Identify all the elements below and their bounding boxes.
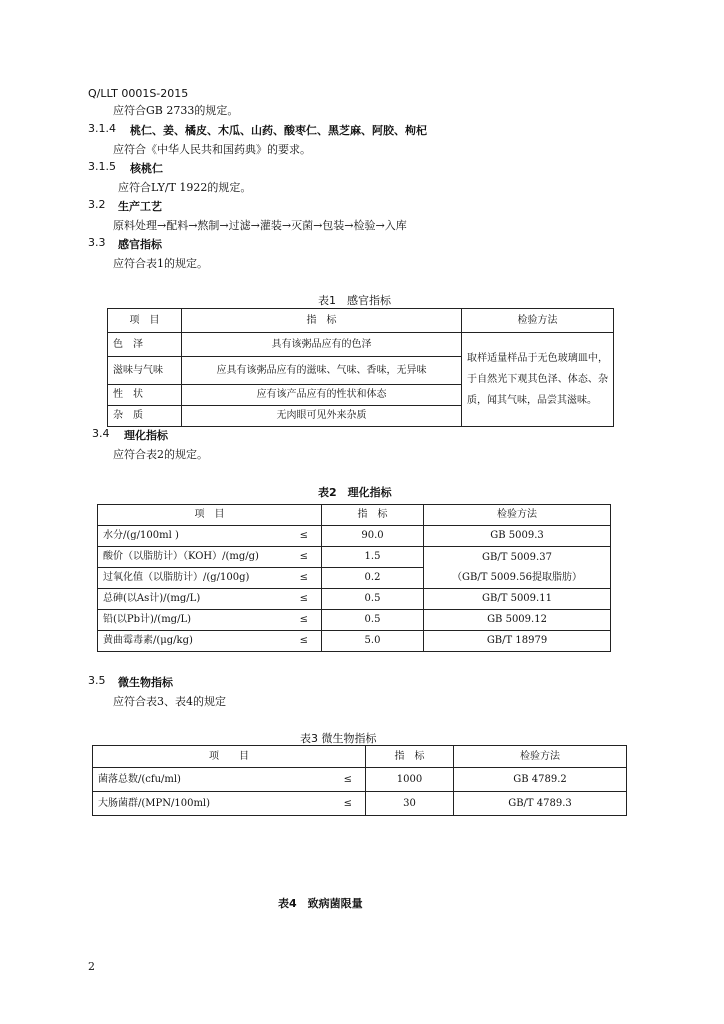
table3-row1-method: GB 4789.2 [454, 768, 627, 792]
section-3-3-title: 感官指标 [118, 238, 162, 251]
section-3-3-number: 3.3 [88, 236, 106, 249]
section-3-1-5-text: 应符合LY/T 1922的规定。 [118, 181, 252, 194]
section-3-2-title: 生产工艺 [118, 200, 162, 213]
section-3-1-5-number: 3.1.5 [88, 160, 116, 173]
section-3-5-title: 微生物指标 [118, 676, 173, 689]
table3-caption: 表3 微生物指标 [300, 732, 377, 745]
table2-row3-value: 0.2 [322, 568, 424, 589]
table2-header-row [98, 505, 611, 526]
table1-row4-item: 杂 质 [108, 406, 182, 427]
table2-row1-value: 90.0 [322, 526, 424, 547]
item-label: 总砷(以As计)/(mg/L) [103, 593, 201, 604]
le-sign: ≤ [343, 797, 352, 809]
table2-row2-value: 1.5 [322, 547, 424, 568]
table-row [98, 589, 611, 610]
table1-row1-item: 色 泽 [108, 333, 182, 357]
table3-row1-value: 1000 [366, 768, 454, 792]
table-row [108, 333, 614, 357]
table2-row5-method: GB 5009.12 [424, 610, 611, 631]
table2-row6-method: GB/T 18979 [424, 631, 611, 652]
table1-row2-item: 滋味与气味 [108, 357, 182, 385]
table3-row2-value: 30 [366, 792, 454, 816]
paragraph-gb2733: 应符合GB 2733的规定。 [113, 104, 239, 117]
section-3-3-text: 应符合表1的规定。 [113, 257, 208, 270]
section-3-2-number: 3.2 [88, 198, 106, 211]
section-3-2-text: 原料处理→配料→熬制→过滤→灌装→灭菌→包装→检验→入库 [113, 219, 407, 232]
table3-row1-item [93, 768, 366, 792]
table2-row5-item [98, 610, 322, 631]
table2-row5-value: 0.5 [322, 610, 424, 631]
table2-row6-value: 5.0 [322, 631, 424, 652]
section-3-1-4-number: 3.1.4 [88, 122, 116, 135]
table1-row2-value: 应具有该粥品应有的滋味、气味、香味，无异味 [182, 357, 462, 385]
table1-header-method: 检验方法 [462, 309, 614, 333]
table2-row6-item [98, 631, 322, 652]
table2-row1-item [98, 526, 322, 547]
table2-header-method: 检验方法 [424, 505, 611, 526]
table2-row1-method: GB 5009.3 [424, 526, 611, 547]
table2-physicochemical [97, 504, 611, 652]
table1-row3-value: 应有该产品应有的性状和体态 [182, 385, 462, 406]
table1-row3-item: 性 状 [108, 385, 182, 406]
table1-header-value: 指 标 [182, 309, 462, 333]
section-3-1-5-title: 核桃仁 [130, 162, 163, 175]
table1-row4-value: 无肉眼可见外来杂质 [182, 406, 462, 427]
table-row [98, 610, 611, 631]
table2-header-value: 指 标 [322, 505, 424, 526]
le-sign: ≤ [299, 551, 308, 562]
le-sign: ≤ [343, 773, 352, 785]
le-sign: ≤ [299, 635, 308, 646]
section-3-5-text: 应符合表3、表4的规定 [113, 695, 226, 708]
item-label: 铅(以Pb计)/(mg/L) [103, 614, 191, 625]
le-sign: ≤ [299, 530, 308, 541]
table3-microbiological [92, 745, 627, 816]
table1-caption: 表1 感官指标 [318, 294, 391, 307]
table2-row4-item [98, 589, 322, 610]
section-3-4-text: 应符合表2的规定。 [113, 448, 208, 461]
table-row [93, 768, 627, 792]
table3-header-method: 检验方法 [454, 746, 627, 768]
table2-row4-value: 0.5 [322, 589, 424, 610]
table3-header-value: 指 标 [366, 746, 454, 768]
item-label: 黄曲霉毒素/(μg/kg) [103, 635, 193, 646]
item-label: 酸价（以脂肪计）（KOH）/(mg/g) [103, 551, 259, 562]
method-line-1: GB/T 5009.37 [482, 551, 552, 563]
section-3-4-title: 理化指标 [124, 429, 168, 442]
le-sign: ≤ [299, 572, 308, 583]
table1-method-cell: 取样适量样品于无色玻璃皿中，于自然光下观其色泽、体态、杂质，闻其气味，品尝其滋味。 [462, 333, 614, 427]
section-3-4-number: 3.4 [92, 427, 110, 440]
section-3-1-4-text: 应符合《中华人民共和国药典》的要求。 [113, 143, 311, 156]
le-sign: ≤ [299, 593, 308, 604]
table3-row2-method: GB/T 4789.3 [454, 792, 627, 816]
table3-header-item: 项 目 [93, 746, 366, 768]
section-3-1-4-title: 桃仁、姜、橘皮、木瓜、山药、酸枣仁、黑芝麻、阿胶、枸杞 [130, 124, 427, 137]
method-line-2: （GB/T 5009.56提取脂肪） [452, 571, 582, 583]
page-number: 2 [88, 960, 95, 973]
table1-sensory [107, 308, 614, 427]
le-sign: ≤ [299, 614, 308, 625]
table2-caption: 表2 理化指标 [318, 486, 392, 499]
table-row [98, 547, 611, 568]
item-label: 过氧化值（以脂肪计）/(g/100g) [103, 572, 250, 583]
table3-row2-item [93, 792, 366, 816]
document-code: Q/LLT 0001S-2015 [88, 87, 189, 100]
table-row [98, 631, 611, 652]
table-row [93, 792, 627, 816]
table2-row2-item [98, 547, 322, 568]
table3-header-row [93, 746, 627, 768]
table1-header-row [108, 309, 614, 333]
item-label: 菌落总数/(cfu/ml) [98, 773, 181, 785]
table2-row2-method [424, 547, 611, 589]
table1-header-item: 项 目 [108, 309, 182, 333]
table-row [98, 526, 611, 547]
item-label: 水分/(g/100ml ) [103, 530, 179, 541]
table2-row4-method: GB/T 5009.11 [424, 589, 611, 610]
table2-row3-item [98, 568, 322, 589]
table2-header-item: 项 目 [98, 505, 322, 526]
section-3-5-number: 3.5 [88, 674, 106, 687]
table4-caption: 表4 致病菌限量 [278, 897, 363, 910]
table1-row1-value: 具有该粥品应有的色泽 [182, 333, 462, 357]
item-label: 大肠菌群/(MPN/100ml) [98, 797, 211, 809]
